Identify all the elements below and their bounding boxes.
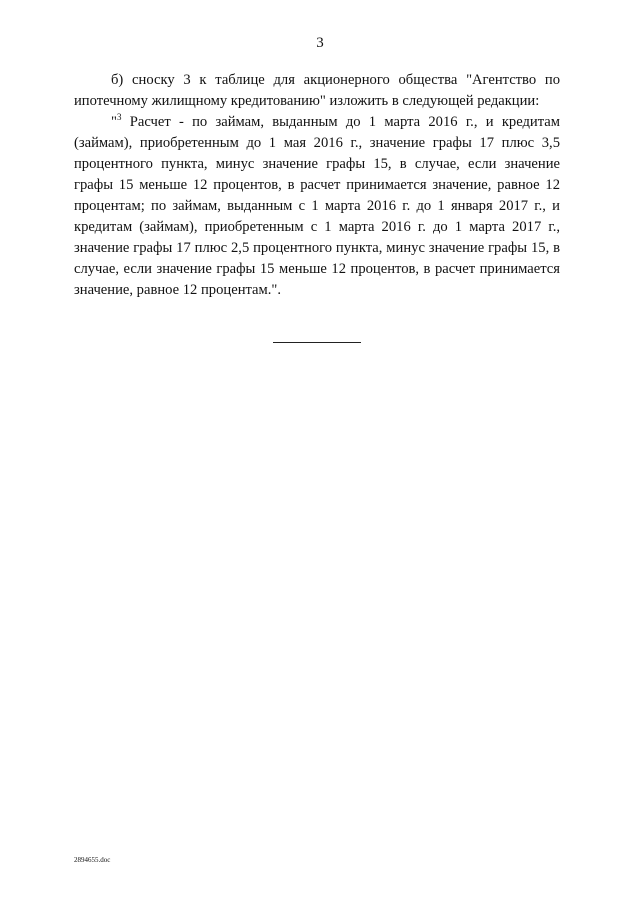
- paragraph-footnote-instruction: б) сноску 3 к таблице для акционерного общества "Агентство по ипотечному жилищному кредитованию" изложить в следующей редакции:: [74, 72, 560, 109]
- footnote-body-text: Расчет - по займам, выданным до 1 марта 2016 г., и кредитам (займам), приобретенным до 1 мая 2016 г., значение графы 17 плюс 3,5 процентного пункта, минус значение графы 15, в случае, если значение графы 15 меньше 12 процентов, в расчет принимается значение, равное 12 процентам; по займам, выданным с 1 марта 2016 г. до 1 января 2017 г., и кредитам (займам), приобретенным с 1 марта 2016 г. до 1 марта 2017 г., значение графы 17 плюс 2,5 процентного пункта, минус значение графы 15, в случае, если значение графы 15 меньше 12 процентов, в расчет принимается значение, равное 12 процентам.".: [74, 114, 560, 298]
- footnote-marker: 3: [116, 112, 122, 123]
- open-quote: ": [111, 114, 117, 130]
- paragraph-footnote-text: [74, 112, 560, 301]
- document-body: [74, 70, 560, 301]
- footer-filename: 2894655.doc: [74, 856, 111, 864]
- page-number: 3: [316, 35, 324, 51]
- end-separator-line: [273, 342, 361, 343]
